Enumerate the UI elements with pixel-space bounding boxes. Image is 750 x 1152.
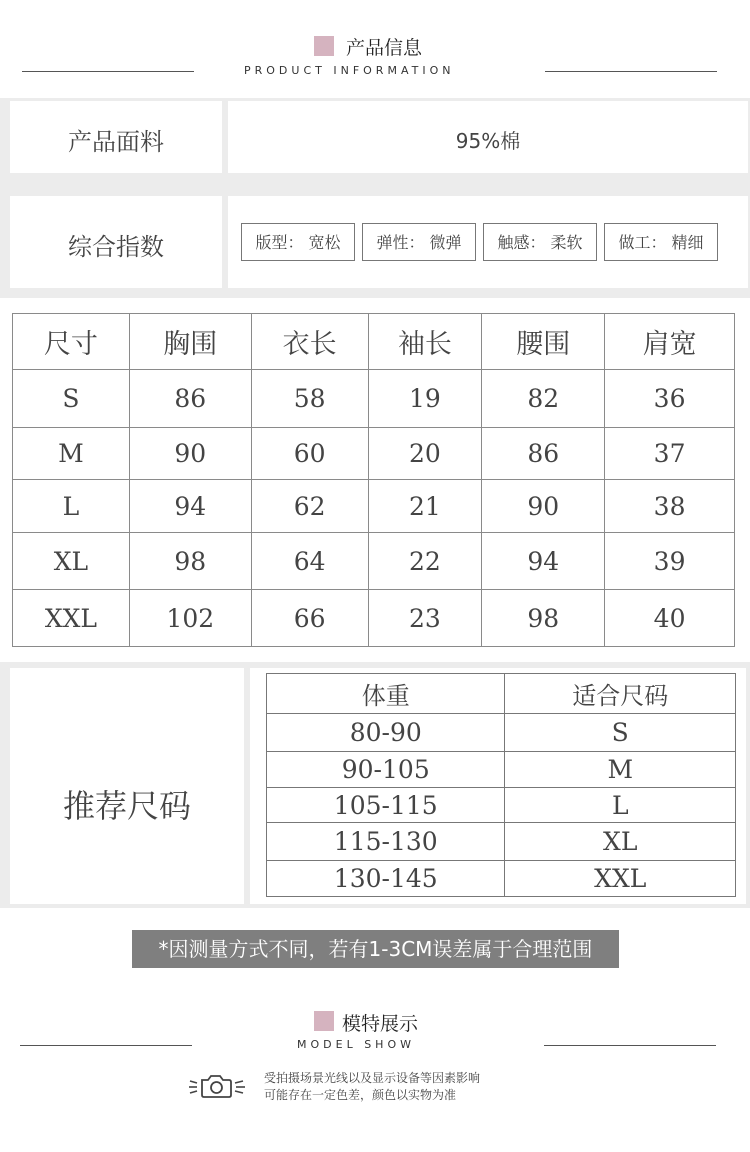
table-cell: 80-90 (267, 714, 505, 752)
table-cell: 102 (129, 590, 251, 647)
size-header-sleeve: 袖长 (368, 314, 482, 370)
table-cell: 58 (251, 370, 368, 428)
table-cell: 82 (482, 370, 605, 428)
header-divider-right (545, 71, 717, 72)
table-cell: 60 (251, 428, 368, 480)
table-cell: 98 (482, 590, 605, 647)
recommend-label: 推荐尺码 (62, 787, 191, 825)
table-cell: 23 (368, 590, 482, 647)
table-row (13, 480, 735, 533)
size-header-size: 尺寸 (13, 314, 130, 370)
size-header-shoulder: 肩宽 (605, 314, 735, 370)
material-label-cell (10, 101, 222, 173)
size-header-length: 衣长 (251, 314, 368, 370)
table-cell: 20 (368, 428, 482, 480)
table-cell: 90 (482, 480, 605, 533)
table-cell: XXL (13, 590, 130, 647)
size-table-header (13, 314, 735, 370)
table-row (267, 714, 736, 752)
camera-notice-line2: 可能存在一定色差，颜色以实物为准 (264, 1088, 457, 1102)
table-row (267, 861, 736, 897)
chip-elasticity: 弹性： 微弹 (362, 223, 476, 261)
table-cell: 62 (251, 480, 368, 533)
header-divider-right (544, 1045, 716, 1046)
table-cell: 105-115 (267, 788, 505, 823)
table-cell: 90-105 (267, 752, 505, 788)
table-cell: 66 (251, 590, 368, 647)
table-row (267, 788, 736, 823)
table-row (267, 752, 736, 788)
header-square-icon (314, 1011, 334, 1031)
header-divider-left (22, 71, 194, 72)
header-square-icon (314, 36, 334, 56)
material-label: 产品面料 (68, 128, 164, 156)
table-cell: L (505, 788, 736, 823)
table-cell: 22 (368, 533, 482, 590)
recommend-label-cell (10, 668, 244, 904)
table-cell: L (13, 480, 130, 533)
index-label-cell (10, 196, 222, 288)
table-cell: M (505, 752, 736, 788)
table-cell: XL (13, 533, 130, 590)
table-cell: 90 (129, 428, 251, 480)
material-value-cell (228, 101, 748, 173)
table-row (13, 590, 735, 647)
recommend-table-header (267, 674, 736, 714)
measurement-note: *因测量方式不同，若有1-3CM误差属于合理范围 (132, 930, 619, 968)
table-row (13, 370, 735, 428)
table-row (267, 823, 736, 861)
table-row (13, 533, 735, 590)
table-cell: 38 (605, 480, 735, 533)
header-divider-left (20, 1045, 192, 1046)
model-show-subtitle: MODEL SHOW (297, 1038, 415, 1051)
model-show-title: 模特展示 (342, 1013, 419, 1035)
size-header-chest: 胸围 (129, 314, 251, 370)
recommend-table (266, 673, 736, 897)
chip-touch: 触感： 柔软 (483, 223, 597, 261)
product-info-subtitle: PRODUCT INFORMATION (244, 64, 455, 77)
table-cell: 19 (368, 370, 482, 428)
model-show-header (0, 1000, 750, 1060)
index-label: 综合指数 (68, 233, 164, 261)
recommend-header-size: 适合尺码 (505, 674, 736, 714)
table-cell: 39 (605, 533, 735, 590)
table-cell: 130-145 (267, 861, 505, 897)
table-cell: 64 (251, 533, 368, 590)
table-cell: 98 (129, 533, 251, 590)
table-cell: 94 (129, 480, 251, 533)
table-cell: 86 (129, 370, 251, 428)
product-info-title: 产品信息 (346, 37, 423, 59)
chip-workmanship: 做工： 精细 (604, 223, 718, 261)
table-cell: 36 (605, 370, 735, 428)
table-cell: 115-130 (267, 823, 505, 861)
table-cell: 40 (605, 590, 735, 647)
table-cell: S (13, 370, 130, 428)
table-cell: XL (505, 823, 736, 861)
table-cell: S (505, 714, 736, 752)
camera-notice-line1: 受拍摄场景光线以及显示设备等因素影响 (264, 1071, 481, 1085)
size-header-waist: 腰围 (482, 314, 605, 370)
table-cell: XXL (505, 861, 736, 897)
table-cell: 37 (605, 428, 735, 480)
material-value: 95%棉 (455, 129, 521, 153)
chip-fit: 版型： 宽松 (241, 223, 355, 261)
table-cell: M (13, 428, 130, 480)
product-info-header (0, 0, 750, 90)
size-table (12, 313, 735, 647)
table-row (13, 428, 735, 480)
table-cell: 94 (482, 533, 605, 590)
table-cell: 21 (368, 480, 482, 533)
table-cell: 86 (482, 428, 605, 480)
recommend-header-weight: 体重 (267, 674, 505, 714)
camera-icon (188, 1070, 248, 1104)
